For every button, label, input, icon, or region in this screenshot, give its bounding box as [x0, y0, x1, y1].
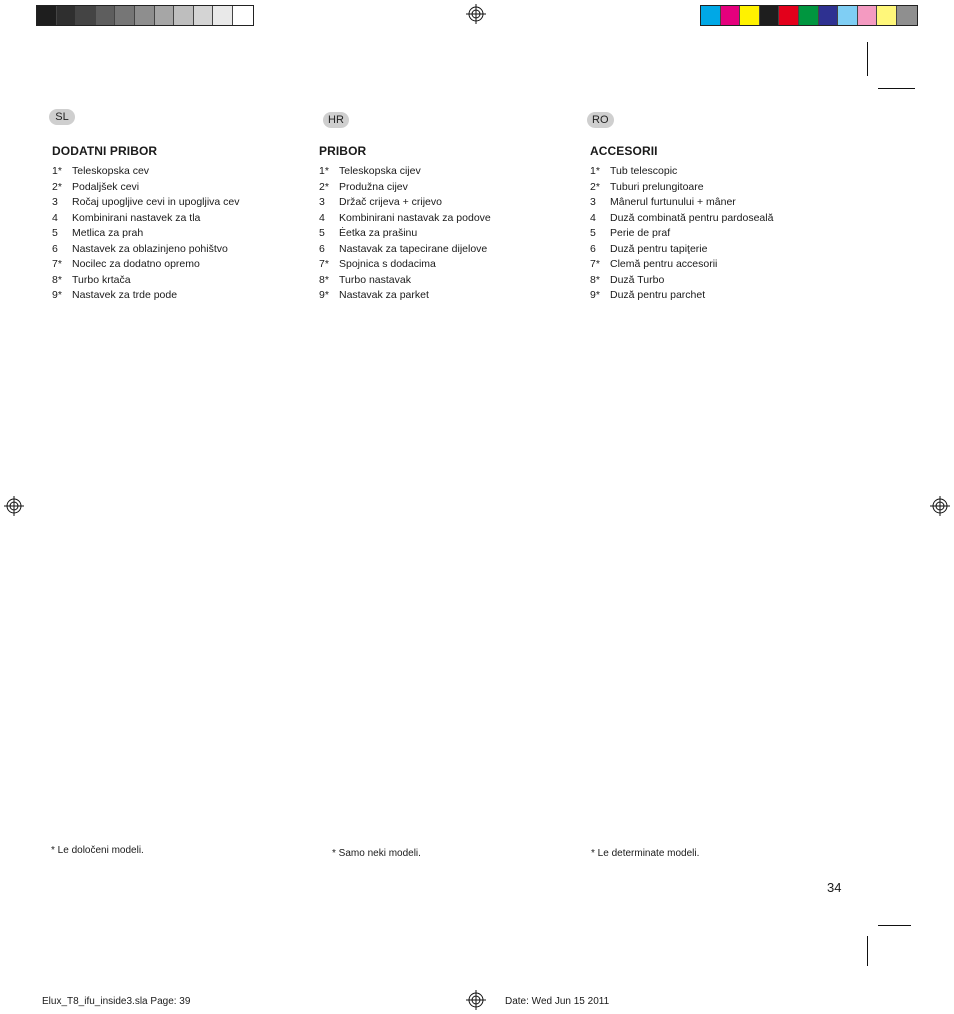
color-swatch	[819, 6, 839, 25]
crop-mark	[878, 925, 911, 926]
gray-swatch	[213, 6, 233, 25]
color-swatch	[760, 6, 780, 25]
language-badge-sl: SL	[49, 109, 75, 125]
registration-mark-icon	[930, 496, 950, 516]
color-swatch	[799, 6, 819, 25]
list-item: 2* Tuburi prelungitoare	[590, 180, 704, 193]
list-item: 2* Podaljšek cevi	[52, 180, 140, 193]
list-item: 1* Tub telescopic	[590, 165, 678, 177]
accessory-list	[319, 164, 491, 304]
footnote-hr: * Samo neki modeli.	[332, 848, 421, 859]
list-item: 8* Turbo nastavak	[319, 273, 411, 286]
list-item: 5 Ėetka za prašinu	[319, 227, 418, 239]
accessory-list	[52, 164, 240, 304]
list-item: 4 Kombinirani nastavek za tla	[52, 211, 201, 224]
list-item: 7* Clemă pentru accesorii	[590, 258, 718, 270]
color-swatch	[897, 6, 917, 25]
section-heading: PRIBOR	[319, 144, 367, 158]
list-item: 6 Duză pentru tapiţerie	[590, 242, 708, 255]
list-item: 9* Duză pentru parchet	[590, 289, 706, 301]
list-item: 5 Metlica za prah	[52, 227, 144, 239]
color-swatch	[740, 6, 760, 25]
column-hr	[319, 144, 491, 304]
gray-swatch	[194, 6, 214, 25]
crop-mark	[867, 936, 868, 966]
list-item: 7* Nocilec za dodatno opremo	[52, 258, 200, 270]
slug-file: Elux_T8_ifu_inside3.sla Page: 39	[42, 996, 191, 1007]
list-item: 9* Nastavak za parket	[319, 289, 429, 301]
color-swatch	[701, 6, 721, 25]
list-item: 3 Mânerul furtunului + mâner	[590, 196, 736, 208]
gray-swatch	[115, 6, 135, 25]
language-badge-hr: HR	[323, 112, 349, 128]
column-ro	[590, 144, 773, 304]
list-item: 6 Nastavek za oblazinjeno pohištvo	[52, 242, 228, 255]
page-number: 34	[827, 880, 842, 895]
crop-mark	[878, 88, 915, 89]
color-swatch	[877, 6, 897, 25]
list-item: 9* Nastavek za trde pode	[52, 289, 178, 301]
list-item: 3 Držač crijeva + crijevo	[319, 196, 442, 208]
grayscale-bar	[36, 5, 254, 26]
list-item: 4 Duză combinată pentru pardoseală	[590, 211, 774, 224]
list-item: 3 Ročaj upogljive cevi in upogljiva cev	[52, 196, 240, 208]
list-item: 5 Perie de praf	[590, 227, 671, 239]
color-swatch	[858, 6, 878, 25]
footnote-sl: * Le določeni modeli.	[51, 845, 144, 856]
list-item: 4 Kombinirani nastavak za podove	[319, 211, 491, 224]
gray-swatch	[155, 6, 175, 25]
list-item: 8* Duză Turbo	[590, 273, 665, 286]
gray-swatch	[76, 6, 96, 25]
gray-swatch	[233, 6, 253, 25]
language-badge-ro: RO	[587, 112, 614, 128]
list-item: 2* Produžna cijev	[319, 180, 408, 193]
color-swatch	[721, 6, 741, 25]
registration-mark-icon	[4, 496, 24, 516]
list-item: 7* Spojnica s dodacima	[319, 258, 436, 270]
list-item: 1* Teleskopska cijev	[319, 165, 421, 177]
section-heading: ACCESORII	[590, 144, 658, 158]
color-swatch	[838, 6, 858, 25]
gray-swatch	[174, 6, 194, 25]
footnote-ro: * Le determinate modeli.	[591, 848, 700, 859]
list-item: 6 Nastavak za tapecirane dijelove	[319, 242, 488, 255]
gray-swatch	[96, 6, 116, 25]
gray-swatch	[37, 6, 57, 25]
crop-mark	[867, 42, 868, 76]
gray-swatch	[57, 6, 77, 25]
color-bar	[700, 5, 918, 26]
registration-mark-icon	[466, 990, 486, 1010]
slug-date: Date: Wed Jun 15 2011	[505, 996, 610, 1007]
gray-swatch	[135, 6, 155, 25]
accessory-list	[590, 164, 773, 304]
registration-mark-icon	[466, 4, 486, 24]
section-heading: DODATNI PRIBOR	[52, 144, 158, 158]
column-sl	[52, 144, 240, 304]
list-item: 8* Turbo krtača	[52, 273, 131, 286]
list-item: 1* Teleskopska cev	[52, 165, 150, 177]
color-swatch	[779, 6, 799, 25]
